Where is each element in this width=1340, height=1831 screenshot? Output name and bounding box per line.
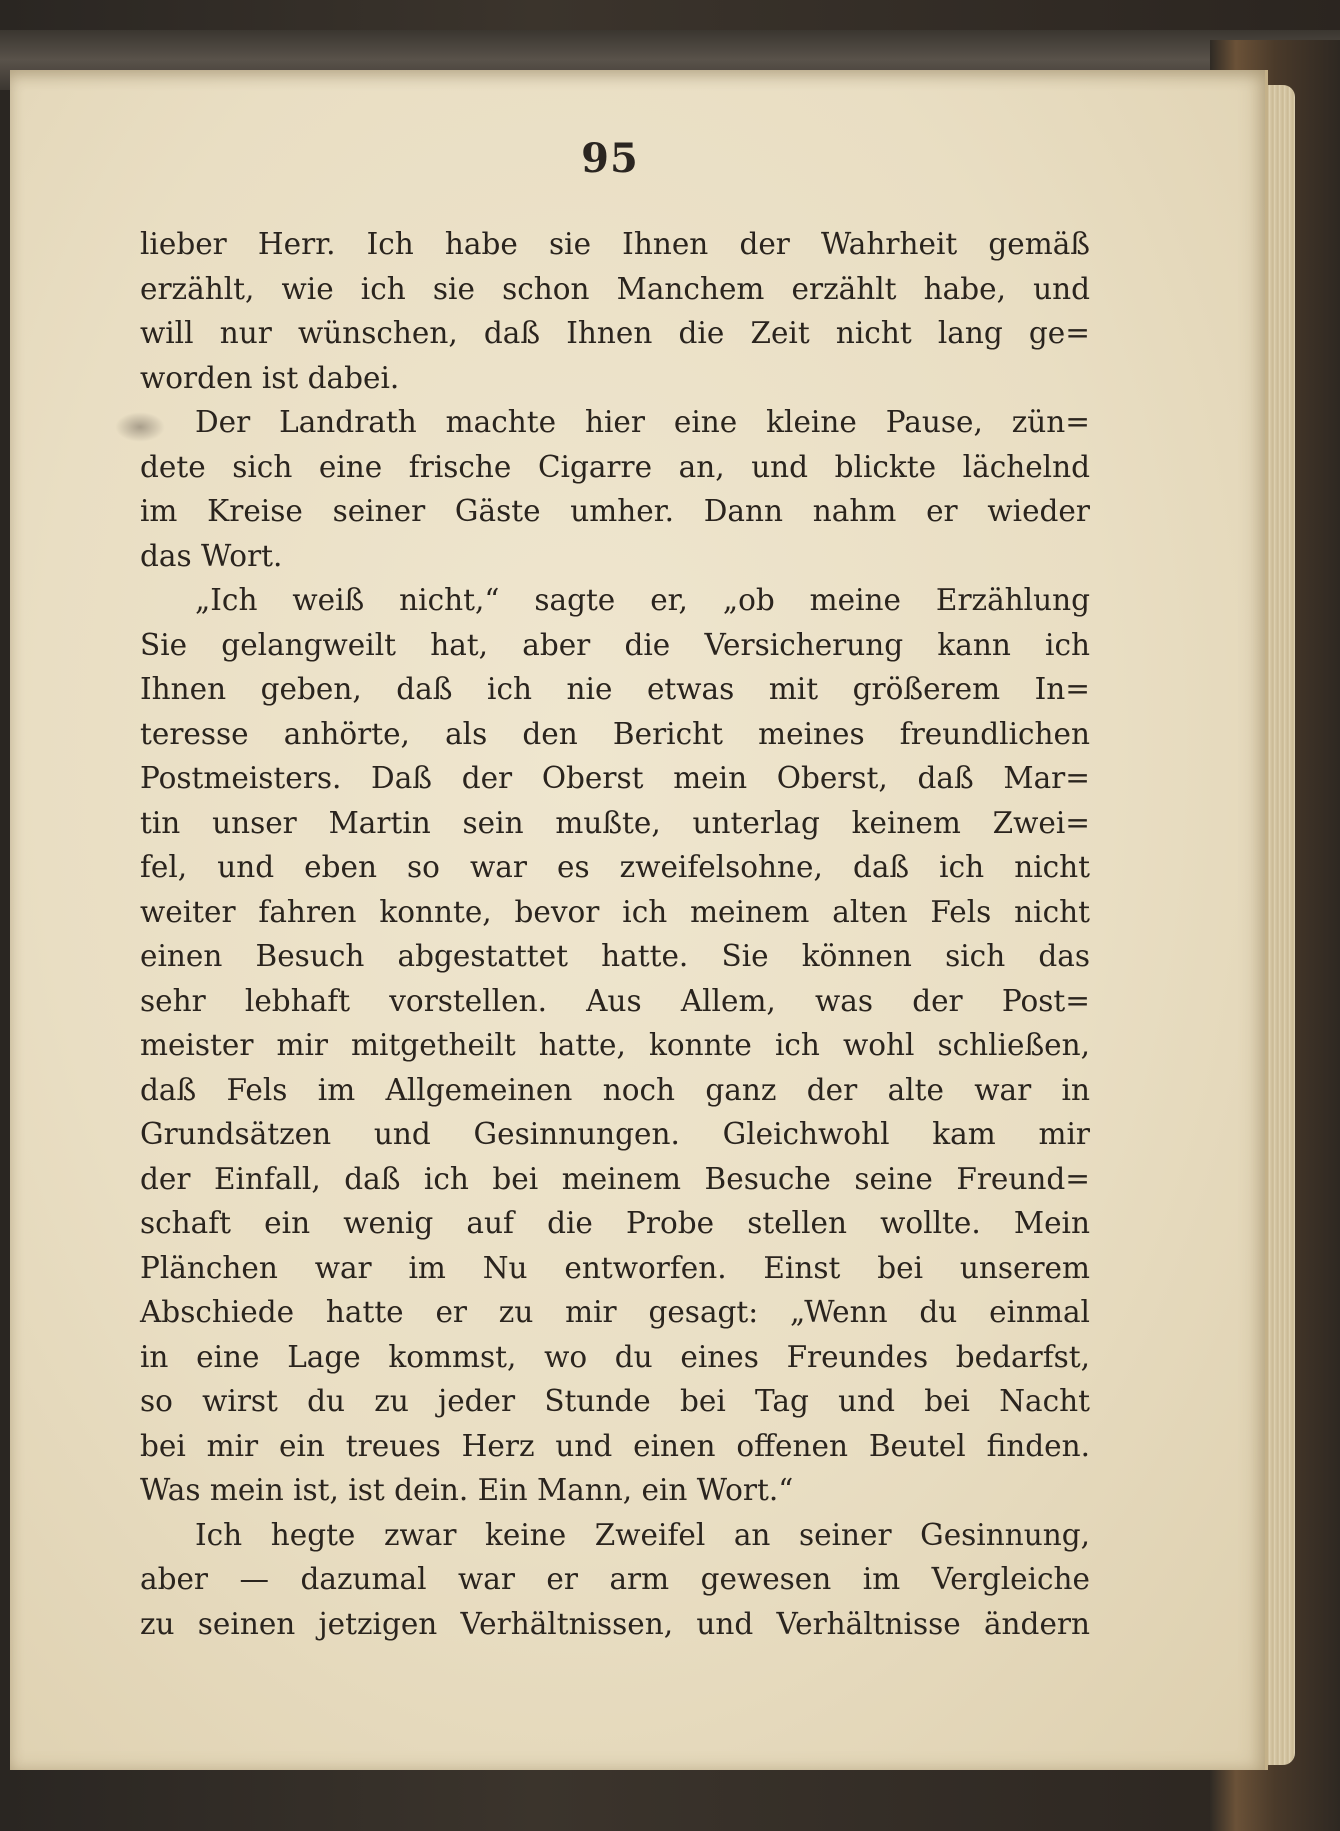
text-line: das Wort. <box>140 538 283 573</box>
page-number: 95 <box>581 135 639 182</box>
text-line: sehr lebhaft vorstellen. Aus Allem, was der Post= <box>140 983 1090 1018</box>
text-line: Postmeisters. Daß der Oberst mein Oberst, daß Mar= <box>140 761 1090 795</box>
text-line: schaft ein wenig auf die Probe stellen wollte. Mein <box>140 1206 1090 1240</box>
text-line: fel, und eben so war es zweifelsohne, daß ich nicht <box>140 850 1090 884</box>
text-line: Abschiede hatte er zu mir gesagt: „Wenn du einmal <box>140 1295 1090 1329</box>
text-line: weiter fahren konnte, bevor ich meinem alten Fels nicht <box>140 894 1090 929</box>
text-line: zu seinen jetzigen Verhältnissen, und Verhältnisse ändern <box>140 1606 1090 1641</box>
text-line: Der Landrath machte hier eine kleine Pause, zün= <box>195 405 1090 439</box>
text-line: aber — dazumal war er arm gewesen im Vergleiche <box>140 1562 1090 1596</box>
text-line: worden ist dabei. <box>140 360 400 395</box>
text-line: Plänchen war im Nu entworfen. Einst bei unserem <box>140 1250 1090 1285</box>
text-line: „Ich weiß nicht,“ sagte er, „ob meine Erzählung <box>195 583 1090 617</box>
text-line: Sie gelangweilt hat, aber die Versicherung kann ich <box>140 627 1090 662</box>
text-line: will nur wünschen, daß Ihnen die Zeit nicht lang ge= <box>140 316 1090 350</box>
text-line: teresse anhörte, als den Bericht meines freundlichen <box>140 716 1090 751</box>
page-text <box>140 222 1090 1646</box>
text-line: erzählt, wie ich sie schon Manchem erzählt habe, und <box>140 271 1090 306</box>
text-line: Ich hegte zwar keine Zweifel an seiner Gesinnung, <box>195 1517 1090 1552</box>
text-line: bei mir ein treues Herz und einen offenen Beutel finden. <box>140 1428 1090 1463</box>
text-line: der Einfall, daß ich bei meinem Besuche seine Freund= <box>140 1161 1090 1196</box>
text-line: dete sich eine frische Cigarre an, und blickte lächelnd <box>140 449 1090 484</box>
text-line: in eine Lage kommst, wo du eines Freundes bedarfst, <box>140 1339 1090 1374</box>
text-line: lieber Herr. Ich habe sie Ihnen der Wahrheit gemäß <box>140 227 1090 261</box>
text-line: Ihnen geben, daß ich nie etwas mit größerem In= <box>140 672 1090 706</box>
text-line: Was mein ist, ist dein. Ein Mann, ein Wort.“ <box>140 1473 794 1507</box>
text-line: meister mir mitgetheilt hatte, konnte ich wohl schließen, <box>140 1028 1090 1062</box>
text-line: einen Besuch abgestattet hatte. Sie können sich das <box>140 939 1090 973</box>
text-line: daß Fels im Allgemeinen noch ganz der alte war in <box>140 1072 1090 1107</box>
text-line: so wirst du zu jeder Stunde bei Tag und bei Nacht <box>140 1384 1090 1418</box>
text-line: im Kreise seiner Gäste umher. Dann nahm er wieder <box>140 494 1090 528</box>
text-line: Grundsätzen und Gesinnungen. Gleichwohl kam mir <box>140 1117 1090 1151</box>
text-line: tin unser Martin sein mußte, unterlag keinem Zwei= <box>140 805 1090 840</box>
